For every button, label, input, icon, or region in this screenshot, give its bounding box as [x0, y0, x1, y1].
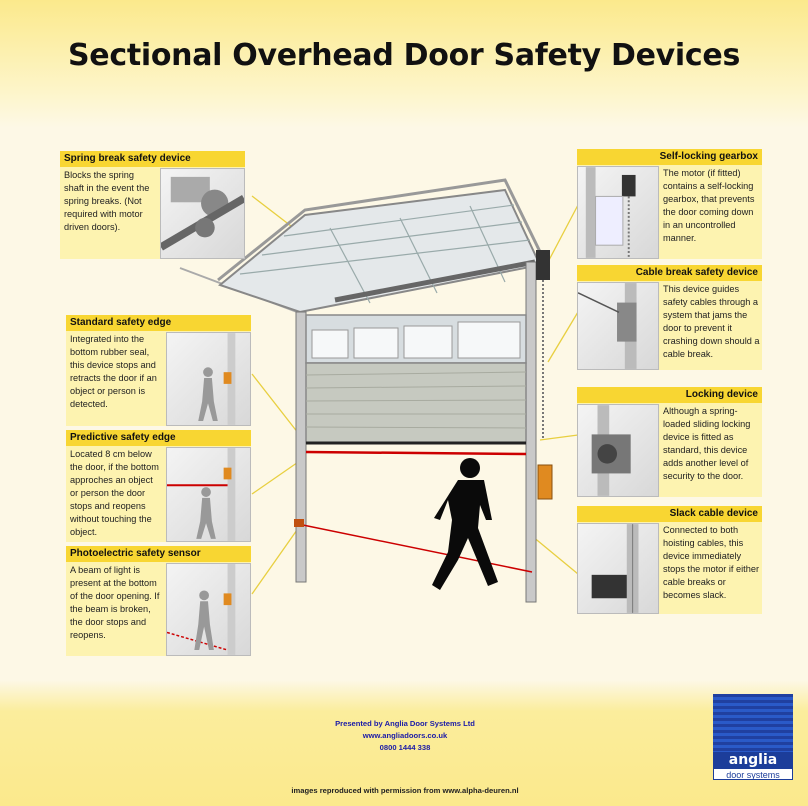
spring-break-text: Blocks the spring shaft in the event the spring breaks. (Not required with motor driven doors). — [64, 170, 150, 232]
locking-heading: Locking device — [577, 387, 762, 403]
image-credit: images reproduced with permission from www.alpha-deuren.nl — [291, 786, 519, 795]
locking-text: Although a spring-loaded sliding locking device is fitted as standard, this device adds another level of security to the door. — [663, 406, 751, 481]
locking-box — [577, 387, 762, 497]
spring-break-box — [60, 151, 245, 259]
photo-sensor-heading: Photoelectric safety sensor — [66, 546, 251, 562]
standard-edge-image — [166, 332, 251, 426]
cable-break-text: This device guides safety cables through a system that jams the door to prevent it crashing down should a cable break. — [663, 284, 760, 359]
footer-presented: Presented by Anglia Door Systems Ltd — [335, 719, 475, 728]
predictive-edge-image — [166, 447, 251, 542]
standard-edge-heading: Standard safety edge — [66, 315, 251, 331]
page-title: Sectional Overhead Door Safety Devices — [68, 38, 740, 73]
logo-sub: door systems — [713, 768, 793, 780]
gearbox-heading: Self-locking gearbox — [577, 149, 762, 165]
person-silhouette — [432, 458, 498, 590]
spring-break-heading: Spring break safety device — [60, 151, 245, 167]
standard-edge-box — [66, 315, 251, 426]
logo-name: anglia — [713, 752, 793, 768]
predictive-edge-line — [306, 452, 526, 454]
spring-break-image — [160, 168, 245, 259]
photo-beam-line — [298, 524, 532, 572]
footer-website[interactable]: www.angliadoors.co.uk — [362, 731, 448, 740]
footer-phone: 0800 1444 338 — [379, 743, 431, 752]
standard-edge-text: Integrated into the bottom rubber seal, this device stops and retracts the door if an object or person is detected. — [70, 334, 157, 409]
photo-sensor-text: A beam of light is present at the bottom of the door opening. If the beam is broken, the door stops and reopens. — [70, 565, 160, 640]
predictive-edge-text: Located 8 cm below the door, if the bottom approches an object or person the door stops and reopens without touching the object. — [70, 449, 159, 537]
cable-break-image — [577, 282, 659, 370]
anglia-logo — [713, 694, 793, 782]
cable-break-heading: Cable break safety device — [577, 265, 762, 281]
locking-image — [577, 404, 659, 497]
predictive-edge-heading: Predictive safety edge — [66, 430, 251, 446]
gearbox-image — [577, 166, 659, 259]
logo-stripes — [713, 694, 793, 752]
slack-cable-box — [577, 506, 762, 614]
slack-cable-image — [577, 523, 659, 614]
slack-cable-heading: Slack cable device — [577, 506, 762, 522]
gearbox-text: The motor (if fitted) contains a self-locking gearbox, that prevents the door coming down in an uncontrolled manner. — [663, 168, 755, 243]
slack-cable-text: Connected to both hoisting cables, this device immediately stops the motor if either cable breaks or becomes slack. — [663, 525, 760, 600]
predictive-edge-box — [66, 430, 251, 542]
cable-break-box — [577, 265, 762, 370]
photo-sensor-box — [66, 546, 251, 656]
photo-sensor-image — [166, 563, 251, 656]
gearbox-box — [577, 149, 762, 259]
